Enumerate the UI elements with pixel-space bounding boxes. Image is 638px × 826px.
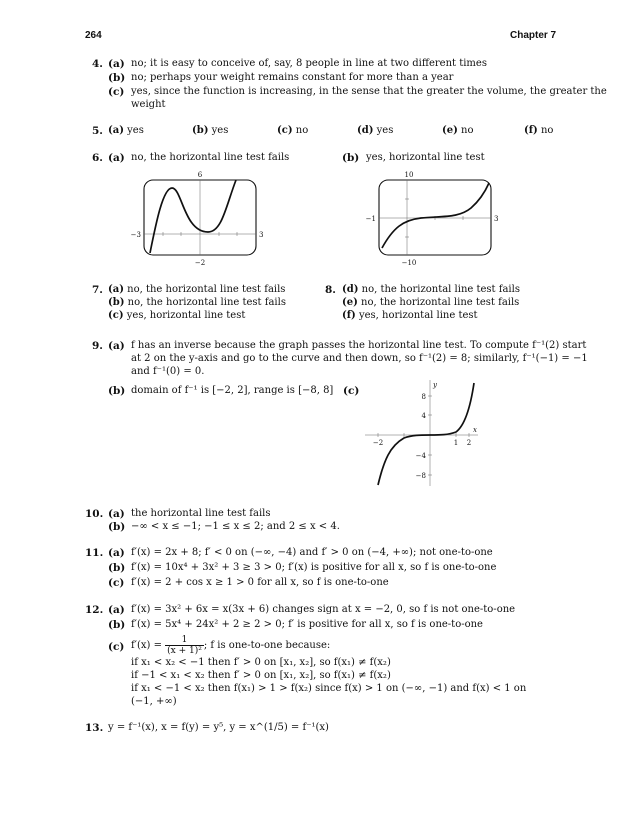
p12-c-label: (c) [108,641,125,653]
p6-b-text: yes, horizontal line test [366,152,485,163]
problem-9-number: 9. [92,340,103,352]
p10-a-label: (a) [108,508,125,520]
p9-c-label: (c) [343,385,360,397]
p8-e: (e) no, the horizontal line test fails [342,297,520,308]
p12-c-line-3: if −1 < x₁ < x₂ then f′ > 0 on [x₁, x₂], so f(x₁) ≠ f(x₂) [131,670,391,681]
p9-a-line-2: at 2 on the y-axis and go to the curve and then down, so f⁻¹(2) = 8; similarly, f⁻¹(−1) = −1 [131,353,588,364]
p4-b-label: (b) [108,72,126,84]
problem-10-number: 10. [85,508,104,520]
p7-a: (a) no, the horizontal line test fails [108,284,286,295]
problem-4-number: 4. [92,58,103,70]
p5-item-b: (b) yes [192,125,229,136]
graph-9c-tick-x2: 2 [466,439,472,447]
p12-c-line-5: (−1, +∞) [131,696,177,707]
p8-d: (d) no, the horizontal line test fails [342,284,520,295]
p9-b-label: (b) [108,385,126,397]
graph-9c-tick-x1: 1 [453,439,459,447]
p12-b-text: f′(x) = 5x⁴ + 24x² + 2 ≥ 2 > 0; f′ is positive for all x, so f is one-to-one [131,619,483,630]
graph-9c-tick-y4: 4 [421,412,426,420]
p5-item-c: (c) no [277,125,309,136]
p10-a-text: the horizontal line test fails [131,508,271,519]
graph-6b-curve [382,183,489,248]
problem-12-number: 12. [85,604,104,616]
problem-5-number: 5. [92,125,103,137]
graph-6b [355,168,515,270]
graph-9c-tick-x-neg2: −2 [372,439,384,447]
problem-11-number: 11. [85,547,104,559]
p13-text: y = f⁻¹(x), x = f(y) = y⁵, y = x^(1/5) = f⁻¹(x) [108,722,329,733]
p11-c-text: f′(x) = 2 + cos x ≥ 1 > 0 for all x, so f is one-to-one [131,577,389,588]
p12-b-label: (b) [108,619,126,631]
graph-9c-tick-y-neg8: −8 [415,472,426,480]
graph-6b-label-bottom: −10 [401,259,417,267]
p12-a-label: (a) [108,604,125,616]
graph-9c-curve [378,383,474,485]
p12-c-formula: f′(x) = $\frac{1}{\text{(x + 1)²}}$ ; f is one-to-one because: [131,635,331,656]
page-number: 264 [85,30,102,41]
p6-b-label: (b) [342,152,360,164]
p11-b-text: f′(x) = 10x⁴ + 3x² + 3 ≥ 3 > 0; f′(x) is positive for all x, so f is one-to-one [131,562,497,573]
graph-9c-y-label: y [433,381,437,389]
p6-a-label: (a) [108,152,125,164]
problem-13-number: 13. [85,722,104,734]
graph-6a-label-right: 3 [259,231,264,239]
p4-a-text: no; it is easy to conceive of, say, 8 people in line at two different times [131,58,487,69]
p11-a-text: f′(x) = 2x + 8; f′ < 0 on (−∞, −4) and f′ > 0 on (−4, +∞); not one-to-one [131,547,493,558]
p4-c-label: (c) [108,86,125,98]
p8-f: (f) yes, horizontal line test [342,310,478,321]
p4-b-text: no; perhaps your weight remains constant for more than a year [131,72,454,83]
graph-9c [360,378,490,486]
p9-a-line-1: f has an inverse because the graph passes the horizontal line test. To compute f⁻¹(2) start [131,340,587,351]
p9-a-line-3: and f⁻¹(0) = 0. [131,366,205,377]
graph-6a-curve [150,180,236,253]
graph-6a [120,168,280,270]
graph-6a-label-left: −3 [130,231,141,239]
p12-c-line-4: if x₁ < −1 < x₂ then f(x₁) > 1 > f(x₂) since f(x) > 1 on (−∞, −1) and f(x) < 1 on [131,683,527,694]
p9-a-label: (a) [108,340,125,352]
p5-item-a: (a) yes [108,125,144,136]
p5-item-f: (f) no [524,125,554,136]
problem-8-number: 8. [325,284,336,296]
p12-a-text: f′(x) = 3x² + 6x = x(3x + 6) changes sign at x = −2, 0, so f is not one-to-one [131,604,516,615]
p7-c: (c) yes, horizontal line test [108,310,246,321]
p4-c-text-1: yes, since the function is increasing, in the sense that the greater the volume, the greater the [131,86,607,97]
graph-9c-tick-y-neg4: −4 [415,452,426,460]
p10-b-text: −∞ < x ≤ −1; −1 ≤ x ≤ 2; and 2 ≤ x < 4. [131,521,340,532]
p11-c-label: (c) [108,577,125,589]
graph-6b-label-top: 10 [404,171,414,179]
p12-c-fraction: $\frac{1}{\text{(x + 1)²}}$ [167,635,202,656]
p4-a-label: (a) [108,58,125,70]
p7-b: (b) no, the horizontal line test fails [108,297,286,308]
graph-9c-x-label: x [473,426,477,434]
graph-9c-tick-y8: 8 [421,393,426,401]
p9-b-text: domain of f⁻¹ is [−2, 2], range is [−8, 8] [131,385,334,396]
p12-c-line-2: if x₁ < x₂ < −1 then f′ > 0 on [x₁, x₂], so f(x₁) ≠ f(x₂) [131,657,391,668]
p11-a-label: (a) [108,547,125,559]
p11-b-label: (b) [108,562,126,574]
graph-6b-label-right: 3 [494,215,499,223]
p5-item-d: (d) yes [357,125,394,136]
graph-6b-label-left: −1 [365,215,376,223]
graph-6a-label-top: 6 [197,171,203,179]
problem-7-number: 7. [92,284,103,296]
p10-b-label: (b) [108,521,126,533]
p6-a-text: no, the horizontal line test fails [131,152,290,163]
graph-6a-label-bottom: −2 [194,259,206,267]
p4-c-text-2: weight [131,99,166,110]
chapter-title: Chapter 7 [510,30,557,41]
p5-item-e: (e) no [442,125,474,136]
problem-6-number: 6. [92,152,103,164]
